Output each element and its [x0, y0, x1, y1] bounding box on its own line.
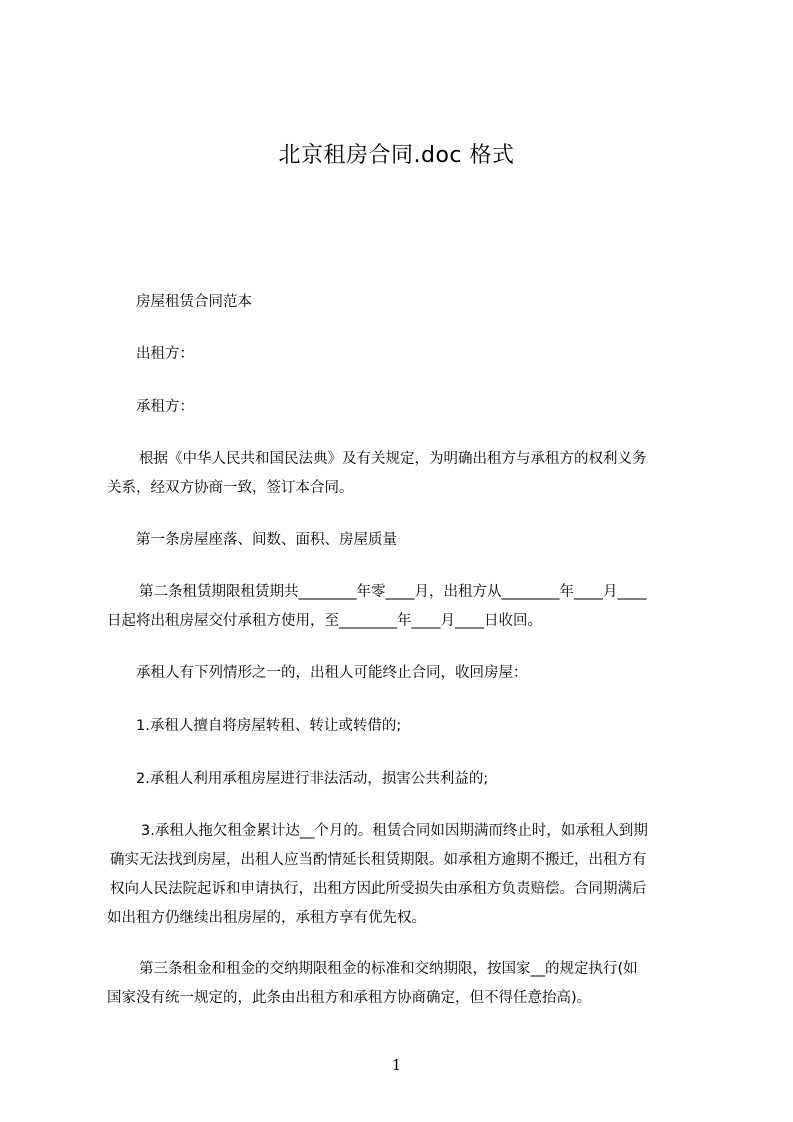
- paragraph-line: 日起将出租房屋交付承租方使用，至________年____月____日收回。: [107, 613, 542, 629]
- paragraph-article-1: [107, 526, 704, 555]
- paragraph-line: 出租方：: [136, 346, 194, 362]
- paragraph-item-2: [107, 765, 704, 794]
- paragraph-line: 第二条租赁期限租赁期共________年零____月，出租方从________年____月____: [139, 584, 647, 600]
- paragraph-line: 如出租方仍继续出租房屋的，承租方享有优先权。: [107, 910, 426, 926]
- paragraph-line: 关系，经双方协商一致，签订本合同。: [107, 480, 354, 496]
- paragraph-lessee: [107, 393, 704, 422]
- paragraph-article-3: [107, 955, 704, 1013]
- paragraph-lessor: [107, 340, 704, 369]
- paragraph-line: 第一条房屋座落、间数、面积、房屋质量: [136, 532, 397, 548]
- paragraph-line: 1.承租人擅自将房屋转租、转让或转借的;: [136, 718, 402, 734]
- paragraph-article-2: [107, 578, 704, 636]
- paragraph-item-3: [107, 817, 704, 933]
- paragraph-preamble: [107, 445, 704, 503]
- paragraph-line: 确实无法找到房屋，出租人应当酌情延长租赁期限。如承租方逾期不搬迁，出租方有: [110, 852, 647, 868]
- paragraph-line: 3.承租人拖欠租金累计达__个月的。租赁合同如因期满而终止时，如承租人到期: [141, 823, 648, 839]
- paragraph-line: 国家没有统一规定的，此条由出租方和承租方协商确定，但不得任意抬高)。: [107, 990, 592, 1006]
- paragraph-line: 根据《中华人民共和国民法典》及有关规定，为明确出租方与承租方的权利义务: [139, 451, 647, 467]
- paragraph-line: 权向人民法院起诉和申请执行，出租方因此所受损失由承租方负责赔偿。合同期满后: [110, 881, 647, 897]
- page-number: 1: [391, 1056, 402, 1074]
- paragraph-contract-template: [107, 288, 704, 317]
- paragraph-termination-conditions: [107, 659, 704, 688]
- document-title: 北京租房合同.doc 格式: [278, 143, 515, 168]
- paragraph-item-1: [107, 712, 704, 741]
- paragraph-line: 第三条租金和租金的交纳期限租金的标准和交纳期限，按国家__的规定执行(如: [139, 961, 638, 977]
- paragraph-line: 2.承租人利用承租房屋进行非法活动，损害公共利益的;: [136, 771, 489, 787]
- paragraph-line: 承租方：: [136, 399, 194, 415]
- paragraph-line: 房屋租赁合同范本: [136, 294, 252, 310]
- paragraph-line: 承租人有下列情形之一的，出租人可能终止合同，收回房屋：: [136, 665, 528, 681]
